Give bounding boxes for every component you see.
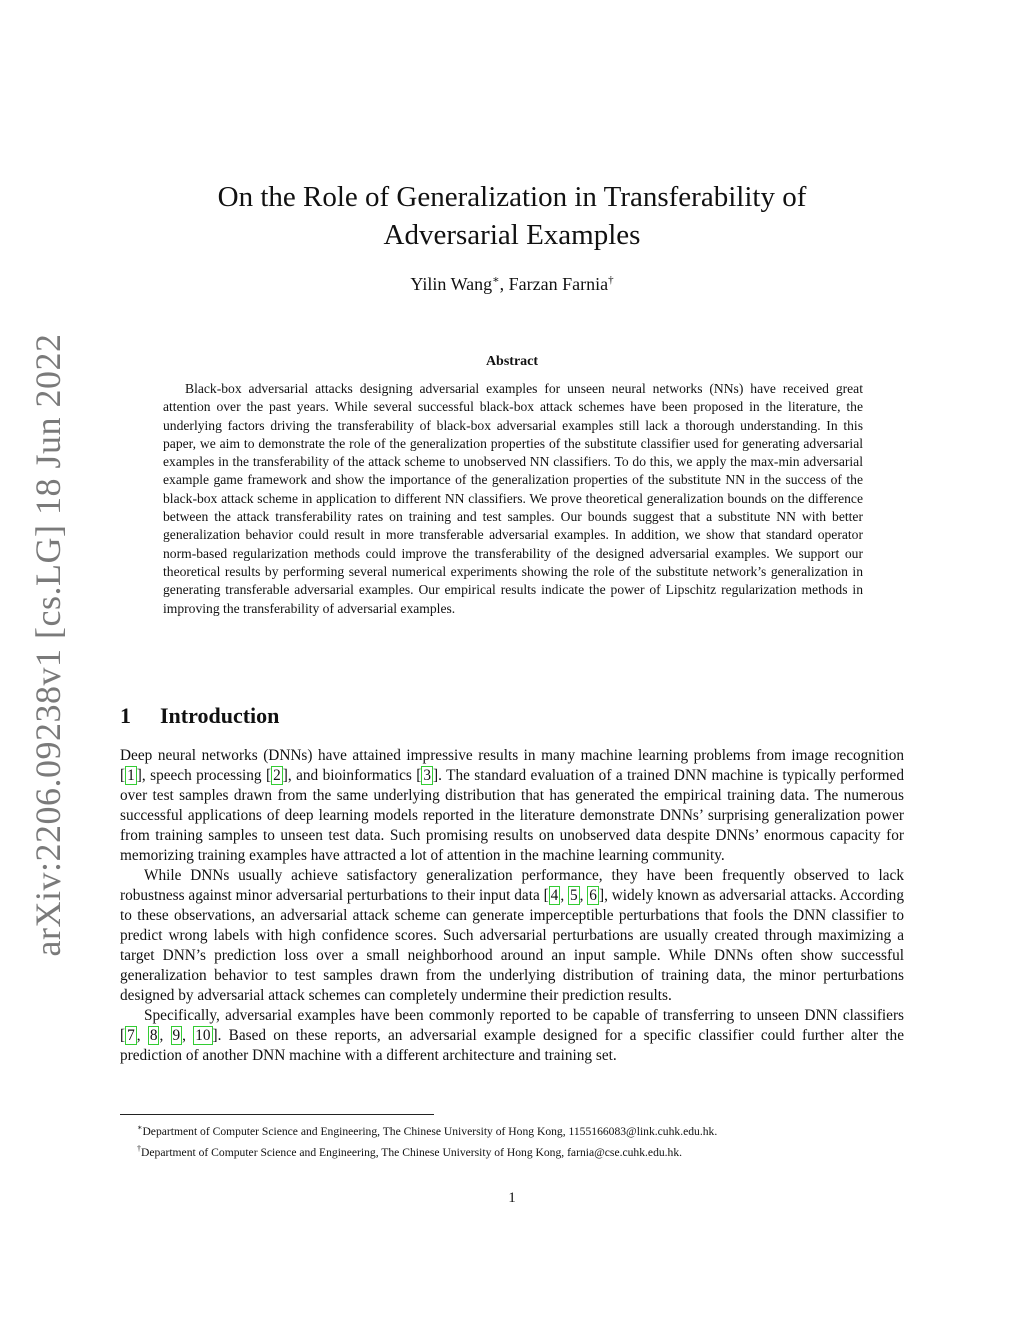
text-run: , widely known as adversarial attacks. According to these observations, an adversarial attack scheme can generate imperceptible perturbations that fools the DNN classifier to predict wrong labels with high confidence scores. Such adversarial perturbations are usually created through maximizing a target DNN’s prediction loss over a small neighborhood around an input sample. While DNNs often show successful generalization behavior to test samples drawn from the underlying distribution of training data, the minor perturbations designed by adversarial attack schemes can completely undermine their prediction results.	[120, 887, 904, 1004]
footnote-mark: †	[137, 1143, 141, 1153]
paragraph: While DNNs usually achieve satisfactory generalization performance, they have been frequently observed to lack robustness against minor adversarial perturbations to their input data [ 4 , 5 , 6 ], widely known as adversarial attacks. According to these observations, an adversarial attack scheme can generate imperceptible perturbations that fools the DNN classifier to predict wrong labels with high confidence scores. Such adversarial perturbations are usually created through maximizing a target DNN’s prediction loss over a small neighborhood around an input sample. While DNNs often show successful generalization behavior to test samples drawn from the underlying distribution of training data, the minor perturbations designed by adversarial attack schemes can completely undermine their prediction results.	[120, 867, 904, 1004]
text-run: Deep neural networks (DNNs) have attained impressive results in many machine learning problems from image recognition	[120, 747, 904, 764]
author-separator: ,	[499, 274, 509, 294]
introduction-body	[120, 746, 904, 1066]
citation-link[interactable]: 8	[149, 1027, 158, 1044]
citation-link[interactable]: 3	[423, 767, 432, 784]
citation-link[interactable]: 10	[195, 1027, 211, 1044]
page-number: 1	[508, 1190, 516, 1206]
text-run: . Based on these reports, an adversarial example designed for a specific classifier could further alter the prediction of another DNN machine with a different architecture and training set.	[120, 1027, 904, 1064]
citation-link[interactable]: 6	[589, 887, 597, 904]
paragraph: Deep neural networks (DNNs) have attained impressive results in many machine learning problems from image recognition [ 1 ], speech processing [ 2 ], and bioinformatics [ 3 ]. The standard evaluation of a trained DNN machine is typically performed over test samples drawn from the same underlying distribution that has generated the empirical training data. The numerous successful applications of deep learning models reported in the literature demonstrate DNNs’ surprising generalization power from training samples to unseen test data. Such promising results on unobserved data despite DNNs’ enormous capacity for memorizing training examples have attracted a lot of attention in the machine learning community.	[120, 747, 904, 864]
title-line-2: Adversarial Examples	[383, 219, 641, 251]
section-title: Introduction	[160, 703, 280, 728]
abstract-text: Black-box adversarial attacks designing adversarial examples for unseen neural networks (NNs) have received great attention over the past years. While several successful black-box attack schemes have been proposed in the literature, the underlying factors driving the transferability of black-box adversarial examples still lack a thorough understanding. In this paper, we aim to demonstrate the role of the generalization properties of the substitute classifier used for generating adversarial examples in the transferability of the attack scheme to unobserved NN classifiers. To do this, we apply the max-min adversarial example game framework and show the importance of the generalization properties of the substitute NN in the success of the black-box attack scheme in application to different NN classifiers. We prove theoretical generalization bounds on the difference between the attack transferability rates on training and test samples. Our bounds suggest that a substitute NN with better generalization behavior could result in more transferable adversarial examples. In addition, we show that standard operator norm-based regularization methods could improve the transferability of the designed adversarial examples. We support our theoretical results by performing several numerical experiments showing the role of the substitute network’s generalization in generating transferable adversarial examples. Our empirical results indicate the power of Lipschitz regularization methods in improving the transferability of adversarial examples.	[163, 381, 863, 616]
citation-link[interactable]: 5	[569, 887, 578, 904]
paper-title	[140, 178, 884, 254]
text-run: . The standard evaluation of a trained DNN machine is typically performed over test samples drawn from the same underlying distribution that has generated the empirical training data. The numerous successful applications of deep learning models reported in the literature demonstrate DNNs’ surprising generalization power from training samples to unseen test data. Such promising results on unobserved data despite DNNs’ enormous capacity for memorizing training examples have attracted a lot of attention in the machine learning community.	[120, 767, 904, 864]
section-number: 1	[120, 703, 131, 728]
footnote-text: Department of Computer Science and Engineering, The Chinese University of Hong Kong, farnia@cse.cuhk.edu.hk.	[141, 1145, 683, 1159]
text-run: While DNNs usually achieve satisfactory generalization performance, they have been frequently observed to lack robustness against minor adversarial perturbations to their input data	[120, 867, 904, 904]
citation-link[interactable]: 1	[127, 767, 135, 784]
citation-link[interactable]: 7	[127, 1027, 135, 1044]
paragraph: Specifically, adversarial examples have been commonly reported to be capable of transferring to unseen DNN classifiers [ 7 , 8 , 9 , 10 ]. Based on these reports, an adversarial example designed for a specific classifier could further alter the prediction of another DNN machine with a different architecture and training set.	[120, 1007, 904, 1064]
footnote-mark[interactable]: †	[608, 274, 614, 286]
title-line-1: On the Role of Generalization in Transferability of	[217, 181, 807, 213]
author-name: Yilin Wang	[410, 274, 493, 294]
citation-link[interactable]: 9	[172, 1027, 181, 1044]
footnote-mark[interactable]: ∗	[492, 274, 500, 286]
citation-link[interactable]: 2	[273, 767, 281, 784]
footnote-mark: ∗	[137, 1123, 143, 1132]
text-run: , speech processing	[141, 767, 266, 784]
section-heading	[120, 703, 279, 729]
text-run: , and bioinformatics	[287, 767, 417, 784]
author-name: Farzan Farnia	[508, 274, 609, 294]
footnote	[137, 1140, 904, 1161]
citation-link[interactable]: 4	[550, 887, 559, 904]
author-list	[140, 273, 884, 295]
abstract-heading: Abstract	[485, 354, 539, 369]
footnote-text: Department of Computer Science and Engineering, The Chinese University of Hong Kong, 1155166083@link.cuhk.edu.hk.	[142, 1124, 718, 1138]
arxiv-identifier-stamp: arXiv:2206.09238v1 [cs.LG] 18 Jun 2022	[28, 333, 68, 957]
footnote	[137, 1119, 904, 1140]
footnotes	[137, 1119, 904, 1161]
footnote-divider	[120, 1114, 434, 1115]
text-run: Specifically, adversarial examples have been commonly reported to be capable of transferring to unseen DNN classifiers	[144, 1007, 904, 1024]
